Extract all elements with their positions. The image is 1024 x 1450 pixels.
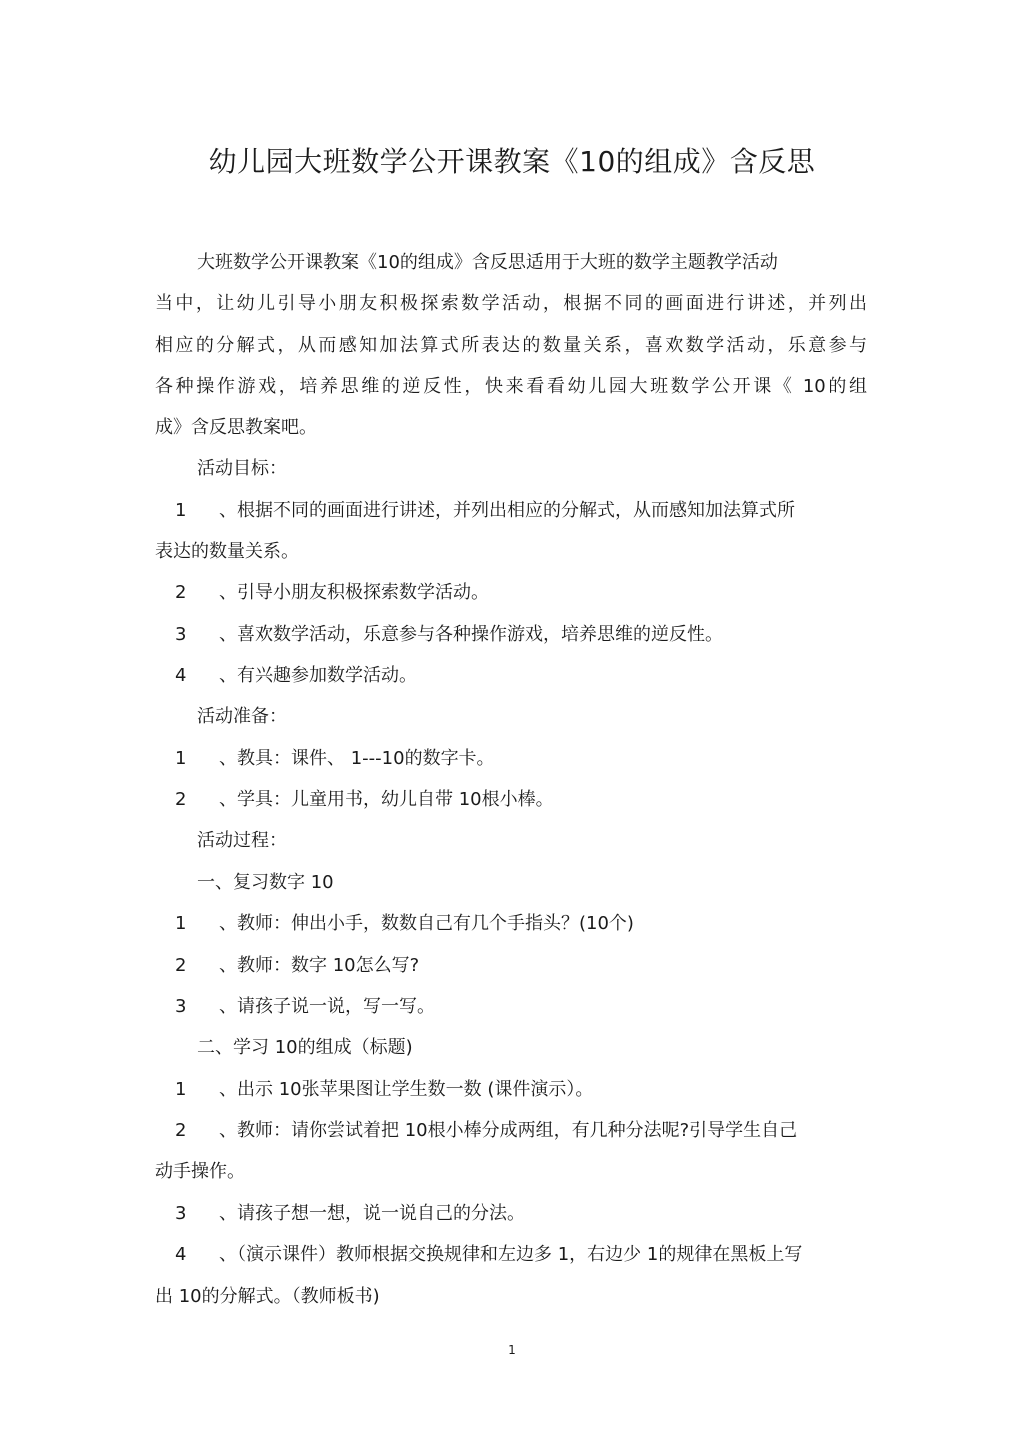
list-item <box>175 578 489 608</box>
item-text: 、喜欢数学活动，乐意参与各种操作游戏，培养思维的逆反性。 <box>219 624 723 645</box>
list-item <box>175 951 419 981</box>
intro-line: 成》含反思教案吧。 <box>155 417 317 438</box>
page-number: 1 <box>508 1343 516 1357</box>
item-text: 、（演示课件）教师根据交换规律和左边多 1，右边少 1的规律在黑板上写 <box>219 1244 803 1265</box>
intro-line: 当中，让幼儿引导小朋友积极探索数学活动，根据不同的画面进行讲述，并列出 <box>155 293 867 314</box>
item-text: 、请孩子想一想，说一说自己的分法。 <box>219 1203 525 1224</box>
intro-line: 大班数学公开课教案《10的组成》含反思适用于大班的数学主题教学活动 <box>197 252 778 273</box>
item-number: 1 <box>175 500 187 521</box>
item-text: 、教师：伸出小手，数数自己有几个手指头？(10个) <box>219 913 634 934</box>
item-number: 3 <box>175 624 187 645</box>
intro-line: 各种操作游戏，培养思维的逆反性，快来看看幼儿园大班数学公开课《 10的组 <box>155 376 867 397</box>
item-number: 2 <box>175 955 187 976</box>
list-item <box>175 744 495 774</box>
item-text: 、教师：请你尝试着把 10根小棒分成两组，有几种分法呢?引导学生自己 <box>219 1120 798 1141</box>
item-text: 、引导小朋友积极探索数学活动。 <box>219 582 489 603</box>
item-number: 2 <box>175 789 187 810</box>
item-number: 4 <box>175 1244 187 1265</box>
page-title: 幼儿园大班数学公开课教案《10的组成》含反思 <box>208 145 816 178</box>
list-item <box>175 496 795 526</box>
list-item <box>175 992 435 1022</box>
item-number: 1 <box>175 913 187 934</box>
item-text-continued: 出 10的分解式。（教师板书) <box>155 1286 380 1307</box>
item-number: 2 <box>175 1120 187 1141</box>
item-text-continued: 动手操作。 <box>155 1161 245 1182</box>
item-text: 、学具：儿童用书，幼儿自带 10根小棒。 <box>219 789 554 810</box>
list-item <box>175 1075 593 1105</box>
item-number: 3 <box>175 996 187 1017</box>
list-item <box>175 661 417 691</box>
section-heading: 活动准备： <box>197 706 287 727</box>
item-text: 、教具：课件、 1---10的数字卡。 <box>219 748 495 769</box>
list-item <box>175 620 723 650</box>
subsection-heading: 二、学习 10的组成（标题) <box>197 1037 413 1058</box>
item-number: 4 <box>175 665 187 686</box>
item-number: 3 <box>175 1203 187 1224</box>
list-item <box>175 785 554 815</box>
item-text-continued: 表达的数量关系。 <box>155 541 299 562</box>
item-number: 1 <box>175 1079 187 1100</box>
item-number: 2 <box>175 582 187 603</box>
section-heading: 活动过程： <box>197 830 287 851</box>
list-item <box>175 1116 797 1146</box>
list-item <box>175 909 634 939</box>
item-text: 、教师：数字 10怎么写? <box>219 955 420 976</box>
list-item <box>175 1240 802 1270</box>
section-heading: 活动目标： <box>197 458 287 479</box>
item-text: 、出示 10张苹果图让学生数一数 (课件演示）。 <box>219 1079 594 1100</box>
item-text: 、根据不同的画面进行讲述，并列出相应的分解式，从而感知加法算式所 <box>219 500 795 521</box>
subsection-heading: 一、复习数字 10 <box>197 872 334 893</box>
intro-line: 相应的分解式，从而感知加法算式所表达的数量关系，喜欢数学活动，乐意参与 <box>155 335 867 356</box>
item-text: 、请孩子说一说，写一写。 <box>219 996 435 1017</box>
list-item <box>175 1199 525 1229</box>
item-number: 1 <box>175 748 187 769</box>
item-text: 、有兴趣参加数学活动。 <box>219 665 417 686</box>
